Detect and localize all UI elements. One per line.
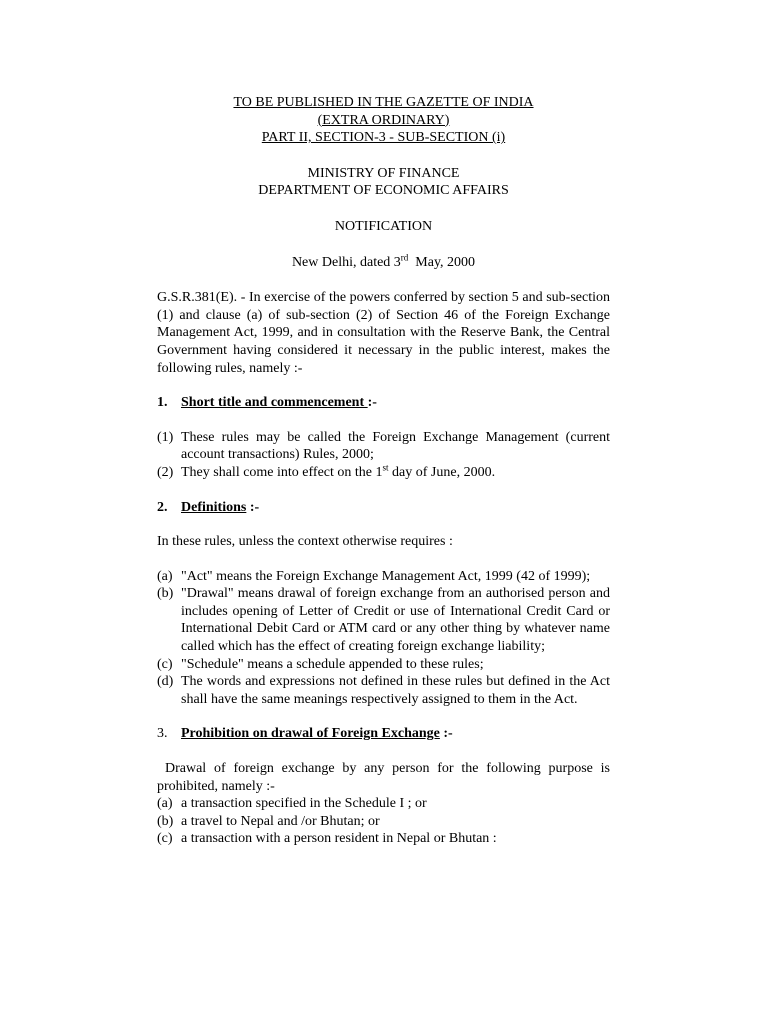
list-item-label: (c) xyxy=(157,656,173,672)
list-item xyxy=(157,568,610,586)
gazette-header xyxy=(157,94,610,147)
section-1-number: 1. xyxy=(157,395,168,411)
section-3-intro: Drawal of foreign exchange by any person for the following purpose is prohibited, namely :- xyxy=(157,761,610,794)
list-item xyxy=(157,830,610,848)
list-item-text: "Schedule" means a schedule appended to these rules; xyxy=(181,656,484,672)
list-item-label: (1) xyxy=(157,429,174,445)
section-1-tail: :- xyxy=(367,395,377,411)
ministry-line-1: MINISTRY OF FINANCE xyxy=(307,165,460,181)
list-item-text: a travel to Nepal and /or Bhutan; or xyxy=(181,813,380,829)
list-item xyxy=(157,795,610,813)
list-item-label: (d) xyxy=(157,674,174,690)
list-item-label: (a) xyxy=(157,796,173,812)
section-1-heading xyxy=(157,394,610,412)
dateline-sup: rd xyxy=(400,251,409,262)
section-3-number: 3. xyxy=(157,726,168,742)
list-item-text: The words and expressions not defined in these rules but defined in the Act shall have the same meanings respectively assigned to them in the Act. xyxy=(181,674,610,707)
header-line-3: PART II, SECTION-3 - SUB-SECTION (i) xyxy=(261,130,506,146)
list-item-sup: st xyxy=(382,462,389,473)
list-item-label: (2) xyxy=(157,464,174,480)
header-line-1: TO BE PUBLISHED IN THE GAZETTE OF INDIA xyxy=(233,95,534,110)
section-2-title: Definitions xyxy=(181,499,247,515)
header-line-2: (EXTRA ORDINARY) xyxy=(317,112,450,128)
section-2-heading xyxy=(157,499,610,517)
list-item-text: a transaction with a person resident in Nepal or Bhutan : xyxy=(181,831,497,847)
document-page xyxy=(157,94,610,848)
section-3-heading xyxy=(157,725,610,743)
ministry-block xyxy=(157,165,610,200)
list-item-text-suffix: day of June, 2000. xyxy=(388,464,496,480)
list-item-label: (c) xyxy=(157,831,173,847)
ministry-line-2: DEPARTMENT OF ECONOMIC AFFAIRS xyxy=(258,183,509,199)
list-item-text: a transaction specified in the Schedule I ; or xyxy=(181,796,427,812)
dateline xyxy=(157,251,610,272)
section-1-title: Short title and commencement xyxy=(181,395,368,411)
list-item xyxy=(157,429,610,464)
list-item-text: "Drawal" means drawal of foreign exchange from an authorised person and includes opening of Letter of Credit or use of International Credit Card or International Debit Card or ATM card or any other thing by whatever name called which has the effect of creating foreign exchange liability; xyxy=(181,586,610,655)
list-item xyxy=(157,673,610,708)
list-item-text xyxy=(181,464,610,482)
section-3-title: Prohibition on drawal of Foreign Exchange xyxy=(181,726,440,742)
list-item-label: (b) xyxy=(157,586,174,602)
section-2-number: 2. xyxy=(157,499,168,515)
list-item-label: (b) xyxy=(157,813,174,829)
list-item xyxy=(157,656,610,674)
list-item xyxy=(157,585,610,655)
preamble-paragraph: G.S.R.381(E). - In exercise of the powers conferred by section 5 and sub-section (1) and clause (a) of sub-section (2) of Section 46 of the Foreign Exchange Management Act, 1999, and in consultation with the Reserve Bank, the Central Government having considered it necessary in the public interest, makes the following rules, namely :- xyxy=(157,290,610,376)
notification-title: NOTIFICATION xyxy=(334,218,433,234)
list-item xyxy=(157,813,610,831)
section-2-tail: :- xyxy=(246,499,260,515)
section-3-tail: :- xyxy=(439,726,453,742)
section-2-intro: In these rules, unless the context otherwise requires : xyxy=(157,534,453,550)
dateline-prefix: New Delhi, dated 3 xyxy=(291,254,401,270)
list-item-text-prefix: They shall come into effect on the 1 xyxy=(181,464,383,480)
list-item-text: "Act" means the Foreign Exchange Management Act, 1999 (42 of 1999); xyxy=(181,568,591,584)
list-item xyxy=(157,464,610,482)
dateline-suffix: May, 2000 xyxy=(408,254,476,270)
list-item-label: (a) xyxy=(157,568,173,584)
list-item-text: These rules may be called the Foreign Exchange Management (current account transactions) Rules, 2000; xyxy=(181,429,610,463)
